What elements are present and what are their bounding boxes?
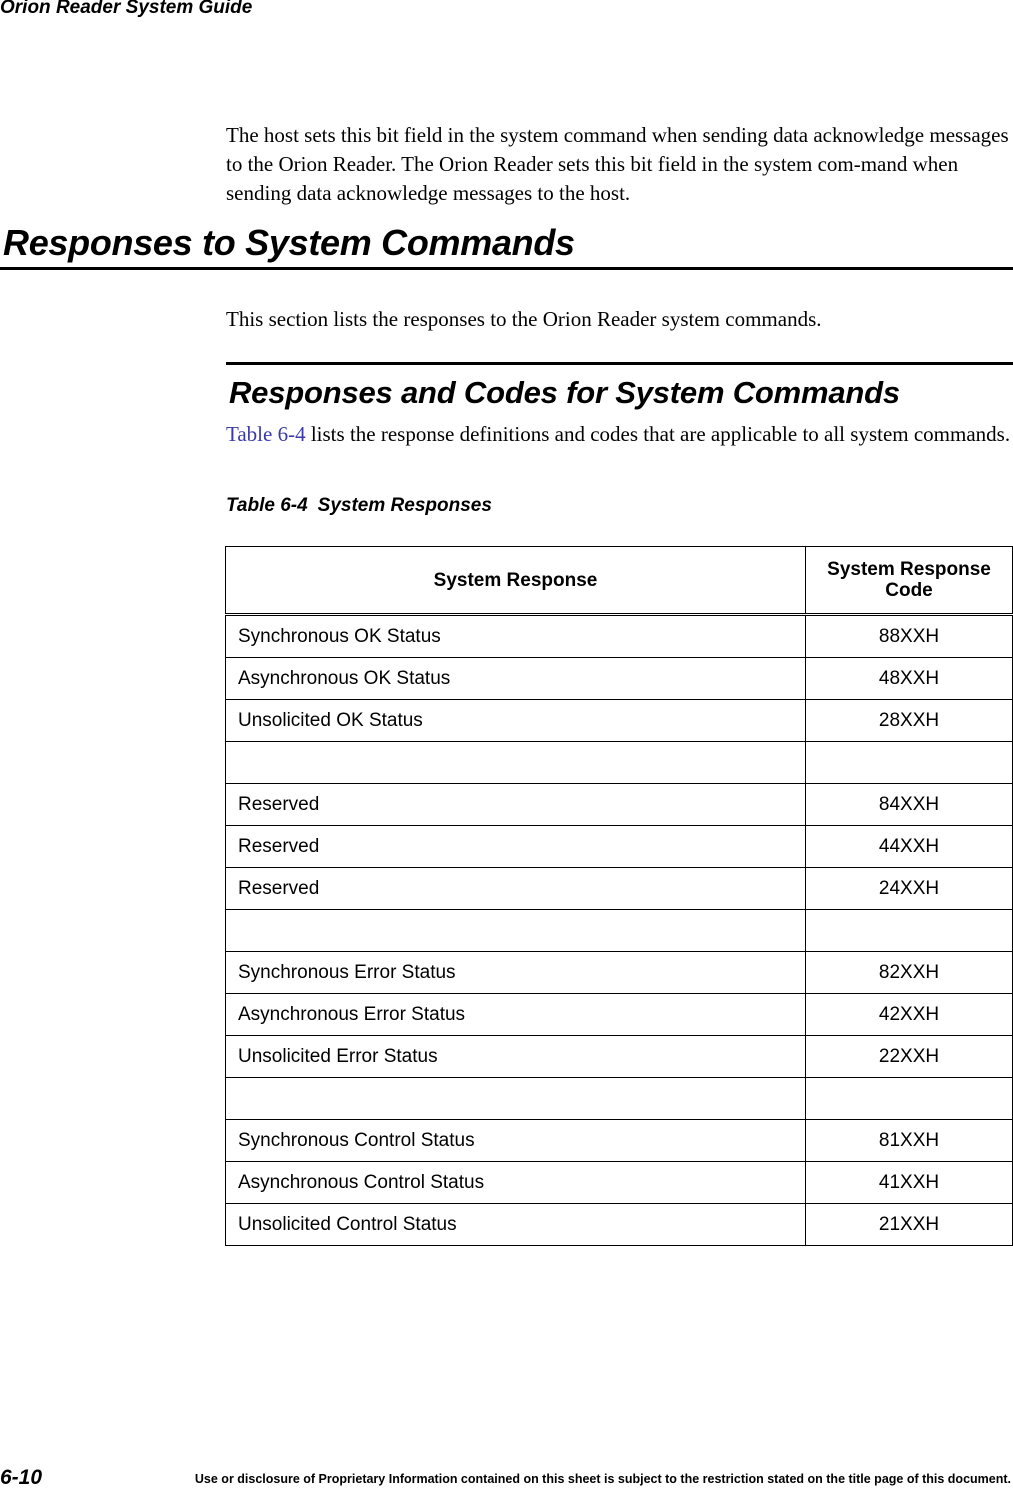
- table-row: [226, 826, 1013, 868]
- system-response-cell: Reserved: [226, 868, 806, 910]
- subsection-heading: Responses and Codes for System Commands: [229, 375, 900, 410]
- system-response-code-cell: 41XXH: [806, 1162, 1013, 1204]
- system-response-cell: Asynchronous OK Status: [226, 658, 806, 700]
- table-row: [226, 1162, 1013, 1204]
- system-response-cell: Synchronous Error Status: [226, 952, 806, 994]
- table-body: [226, 615, 1013, 1246]
- intro-paragraph: The host sets this bit field in the system command when sending data acknowledge messages to the Orion Reader. The Orion Reader sets this bit field in the system com-mand when sending data acknowledge messages to the host.: [226, 123, 1009, 205]
- table-row: [226, 1078, 1013, 1120]
- running-header-title: Orion Reader System Guide: [0, 0, 253, 18]
- table-row: [226, 658, 1013, 700]
- system-response-cell: Unsolicited Error Status: [226, 1036, 806, 1078]
- system-responses-table: [225, 546, 1013, 1246]
- system-response-code-cell: 44XXH: [806, 826, 1013, 868]
- system-response-cell: Unsolicited Control Status: [226, 1204, 806, 1246]
- table-reference-paragraph: [226, 420, 1013, 449]
- table-row: [226, 868, 1013, 910]
- table-row: [226, 1204, 1013, 1246]
- table-row: [226, 784, 1013, 826]
- table-reference-text: lists the response definitions and codes that are applicable to all system commands.: [305, 422, 1011, 446]
- system-response-code-cell: [806, 910, 1013, 952]
- table-row: [226, 615, 1013, 658]
- table-row: [226, 1036, 1013, 1078]
- system-response-code-cell: 82XXH: [806, 952, 1013, 994]
- column-header-system-response: System Response: [226, 547, 806, 615]
- system-response-code-cell: 24XXH: [806, 868, 1013, 910]
- table-caption: [226, 495, 492, 517]
- table-caption-title: System Responses: [317, 495, 492, 516]
- table-row: [226, 742, 1013, 784]
- section-heading: Responses to System Commands: [3, 222, 575, 263]
- table-cross-reference-link[interactable]: Table 6-4: [226, 422, 306, 446]
- system-response-code-cell: 42XXH: [806, 994, 1013, 1036]
- subsection-heading-rule: [226, 362, 1013, 365]
- system-response-cell: Synchronous OK Status: [226, 615, 806, 658]
- page-number: 6-10: [0, 1466, 43, 1489]
- system-response-code-cell: [806, 742, 1013, 784]
- system-response-cell: [226, 910, 806, 952]
- table-row: [226, 952, 1013, 994]
- column-header-system-response-code: System Response Code: [806, 547, 1013, 615]
- system-response-code-cell: 81XXH: [806, 1120, 1013, 1162]
- system-response-code-cell: 48XXH: [806, 658, 1013, 700]
- system-response-cell: Unsolicited OK Status: [226, 700, 806, 742]
- table-row: [226, 910, 1013, 952]
- system-response-cell: Reserved: [226, 784, 806, 826]
- system-response-code-cell: 88XXH: [806, 615, 1013, 658]
- table-row: [226, 700, 1013, 742]
- system-response-cell: Asynchronous Error Status: [226, 994, 806, 1036]
- system-response-code-cell: [806, 1078, 1013, 1120]
- system-response-code-cell: 21XXH: [806, 1204, 1013, 1246]
- system-response-cell: [226, 1078, 806, 1120]
- system-response-cell: Asynchronous Control Status: [226, 1162, 806, 1204]
- system-response-code-cell: 84XXH: [806, 784, 1013, 826]
- system-response-cell: Synchronous Control Status: [226, 1120, 806, 1162]
- system-response-cell: Reserved: [226, 826, 806, 868]
- proprietary-notice: Use or disclosure of Proprietary Information contained on this sheet is subject to the restriction stated on the title page of this document.: [194, 1472, 1011, 1486]
- table-row: [226, 994, 1013, 1036]
- table-caption-label: Table 6-4: [226, 495, 308, 516]
- section-intro-paragraph: This section lists the responses to the Orion Reader system commands.: [226, 307, 822, 331]
- table-row: [226, 1120, 1013, 1162]
- section-heading-rule: [0, 267, 1013, 270]
- system-response-code-cell: 22XXH: [806, 1036, 1013, 1078]
- system-response-code-cell: 28XXH: [806, 700, 1013, 742]
- table-header-row: [226, 547, 1013, 615]
- system-response-cell: [226, 742, 806, 784]
